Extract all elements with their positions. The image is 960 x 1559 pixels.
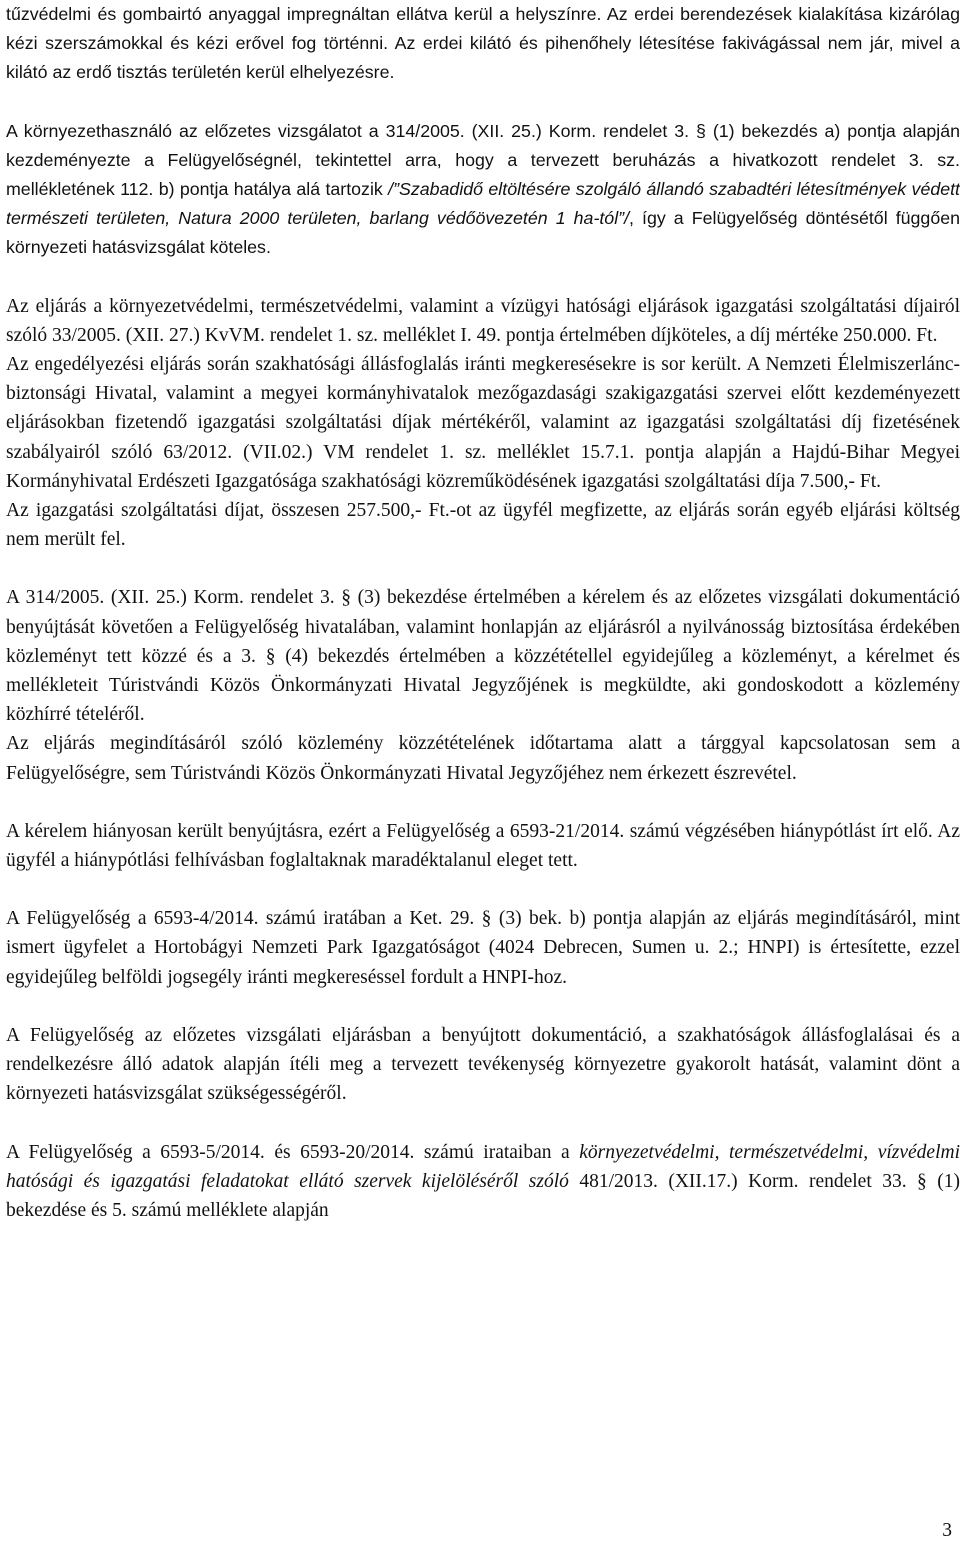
text-run: Az eljárás a környezetvédelmi, természetvédelmi, valamint a vízügyi hatósági eljárások igazgatási szolgáltatási díjairól szóló 33/2005. (XII. 27.) KvVM. rendelet 1. sz. melléklet I. 49. pontja értelmében díjköteles, a díj mértéke 250.000. Ft. <box>6 295 960 346</box>
paragraph-spacer <box>6 992 960 1021</box>
body-paragraph <box>6 292 960 350</box>
body-paragraph <box>6 904 960 992</box>
document-page <box>6 0 960 1225</box>
body-paragraph <box>6 0 960 88</box>
text-run: A Felügyelőség a 6593-5/2014. és 6593-20/2014. számú irataiban a <box>6 1141 580 1163</box>
body-paragraph <box>6 583 960 729</box>
text-run: 481/2013. (XII.17.) Korm. rendelet 33. § (1) bekezdése és 5. számú melléklete alapján <box>6 1170 960 1221</box>
text-run: , így a Felügyelőség döntésétől függően környezeti hatásvizsgálat köteles. <box>6 208 960 258</box>
paragraph-spacer <box>6 554 960 583</box>
body-paragraph <box>6 729 960 787</box>
paragraph-spacer <box>6 788 960 817</box>
text-run: A Felügyelőség az előzetes vizsgálati eljárásban a benyújtott dokumentáció, a szakhatóságok állásfoglalásai és a rendelkezésre álló adatok alapján ítéli meg a tervezett tevékenység környezetre gyakorolt hatását, valamint dönt a környezeti hatásvizsgálat szükségességéről. <box>6 1024 960 1105</box>
body-paragraph <box>6 817 960 875</box>
text-run: A környezethasználó az előzetes vizsgálatot a 314/2005. (XII. 25.) Korm. rendelet 3. § (1) bekezdés a) pontja alapján kezdeményezte a Felügyelőségnél, tekintettel arra, hogy a tervezett beruházás a hivatkozott rendelet 3. sz. mellékletének 112. b) pontja hatálya alá tartozik <box>6 120 960 200</box>
text-run: A Felügyelőség a 6593-4/2014. számú iratában a Ket. 29. § (3) bek. b) pontja alapján az eljárás megindításáról, mint ismert ügyfelet a Hortobágyi Nemzeti Park Igazgatóságot (4024 Debrecen, Sumen u. 2.; HNPI) is értesítette, ezzel egyidejűleg belföldi jogsegély iránti megkereséssel fordult a HNPI-hoz. <box>6 908 960 988</box>
text-run: Az igazgatási szolgáltatási díjat, összesen 257.500,- Ft.-ot az ügyfél megfizette, az eljárás során egyéb eljárási költség nem merült fel. <box>6 500 960 551</box>
text-run: A 314/2005. (XII. 25.) Korm. rendelet 3. § (3) bekezdése értelmében a kérelem és az előzetes vizsgálati dokumentáció benyújtását követően a Felügyelőség hivatalában, valamint honlapján az eljárásról a nyilvánosság biztosítása érdekében közleményt tett közzé és a 3. § (4) bekezdés értelmében a közzététellel egyidejűleg a közleményt, a kérelmet és mellékleteit Túristvándi Közös Önkormányzati Hivatal Jegyzőjének is megküldte, aki gondoskodott a közlemény közhírré tételéről. <box>6 587 960 726</box>
paragraph-spacer <box>6 1109 960 1138</box>
body-paragraph <box>6 350 960 496</box>
text-run: Az eljárás megindításáról szóló közlemény közzétételének időtartama alatt a tárggyal kapcsolatosan sem a Felügyelőségre, sem Túristvándi Közös Önkormányzati Hivatal Jegyzőjéhez nem érkezett észrevétel. <box>6 733 960 784</box>
paragraph-spacer <box>6 88 960 117</box>
text-run: tűzvédelmi és gombairtó anyaggal impregnáltan ellátva kerül a helyszínre. Az erdei berendezések kialakítása kizárólag kézi szerszámokkal és kézi erővel fog történni. Az erdei kilátó és pihenőhely létesítése fakivágással nem jár, mivel a kilátó az erdő tisztás területén kerül elhelyezésre. <box>6 4 960 83</box>
text-run: Az engedélyezési eljárás során szakhatósági állásfoglalás iránti megkeresésekre is sor került. A Nemzeti Élelmiszerlánc-biztonsági Hivatal, valamint a megyei kormányhivatalok mezőgazdasági szakigazgatási szervei előtt kezdeményezett eljárásokban fizetendő igazgatási szolgáltatási díjak mértékéről, valamint az igazgatási szolgáltatási díj fizetésének szabályairól szóló 63/2012. (VII.02.) VM rendelet 1. sz. melléklet 15.7.1. pontja alapján a Hajdú-Bihar Megyei Kormányhivatal Erdészeti Igazgatósága szakhatósági közreműködésének igazgatási szolgáltatási díja 7.500,- Ft. <box>6 354 960 492</box>
italic-text-run: környezetvédelmi, természetvédelmi, vízvédelmi hatósági és igazgatási feladatokat ellátó szervek kijelöléséről szóló <box>6 1141 960 1192</box>
page-number: 3 <box>942 1520 952 1541</box>
body-paragraph <box>6 496 960 554</box>
body-paragraph <box>6 1138 960 1226</box>
paragraph-spacer <box>6 263 960 292</box>
paragraph-spacer <box>6 875 960 904</box>
body-paragraph <box>6 117 960 263</box>
text-run: A kérelem hiányosan került benyújtásra, ezért a Felügyelőség a 6593-21/2014. számú végzésében hiánypótlást írt elő. Az ügyfél a hiánypótlási felhívásban foglaltaknak maradéktalanul eleget tett. <box>6 820 960 872</box>
body-paragraph <box>6 1021 960 1109</box>
italic-text-run: /”Szabadidő eltöltésére szolgáló állandó szabadtéri létesítmények védett természeti területen, Natura 2000 területen, barlang védőövezetén 1 ha-tól”/ <box>6 179 960 229</box>
